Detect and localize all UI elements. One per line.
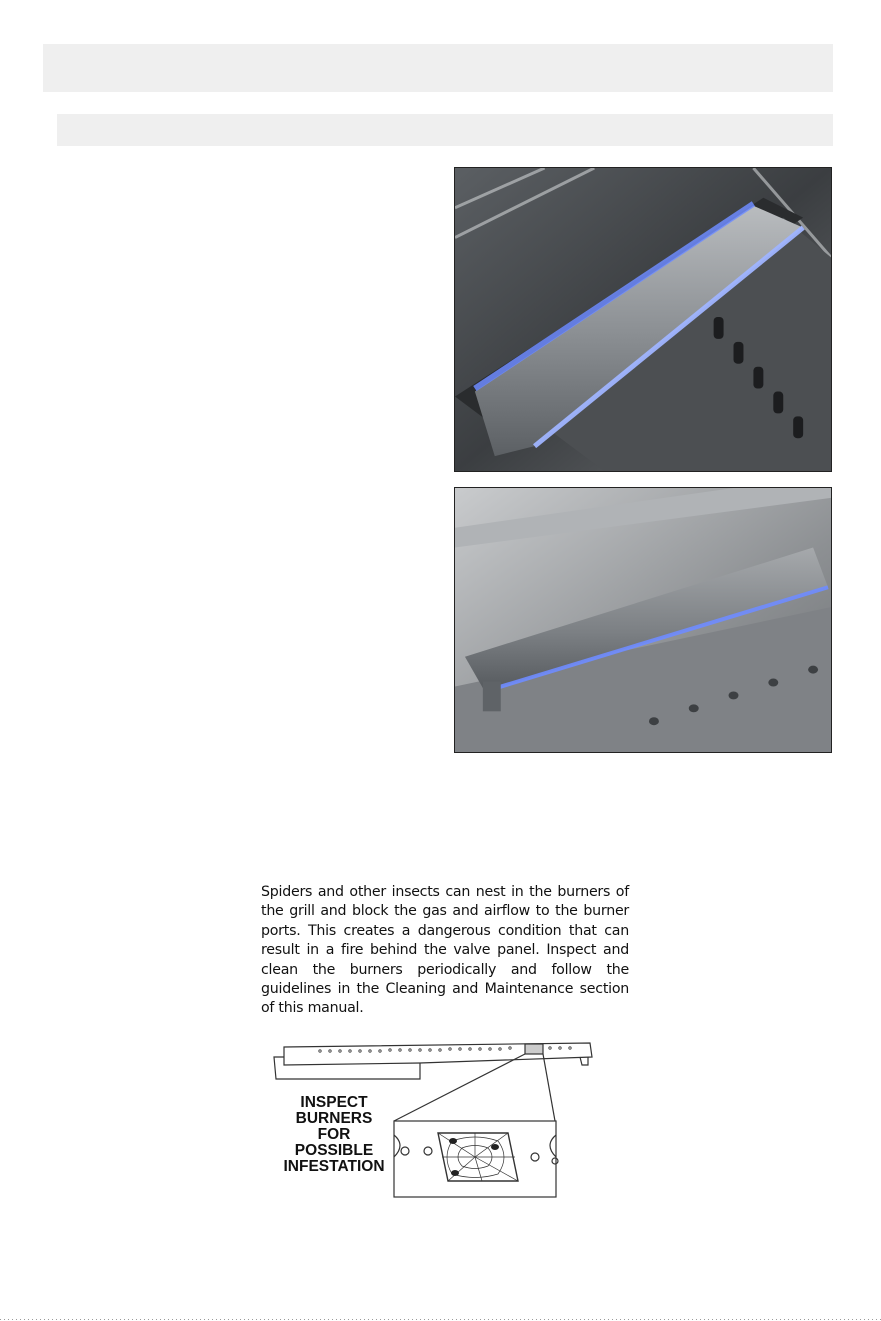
burner-flame-photo-2 [454, 487, 832, 753]
callout-line: INFESTATION [283, 1158, 385, 1175]
burner-flame-photo-1 [454, 167, 832, 472]
header-band [43, 44, 833, 92]
section-title-band [57, 114, 833, 146]
callout-line: POSSIBLE [294, 1142, 374, 1159]
inspect-burners-callout [276, 1095, 392, 1175]
callout-line: FOR [317, 1126, 351, 1143]
footer-dotted-rule [0, 1319, 881, 1320]
callout-line: INSPECT [300, 1094, 368, 1111]
insect-warning-text: Spiders and other insects can nest in the burners of the grill and block the gas and airflow to the burner ports. This creates a dangerous condition that can result in a fire behind the valve panel. Inspect and clean the burners periodically and follow the guidelines in the Cleaning and Maintenance section of this manual. [261, 884, 629, 1017]
callout-line: BURNERS [295, 1110, 373, 1127]
